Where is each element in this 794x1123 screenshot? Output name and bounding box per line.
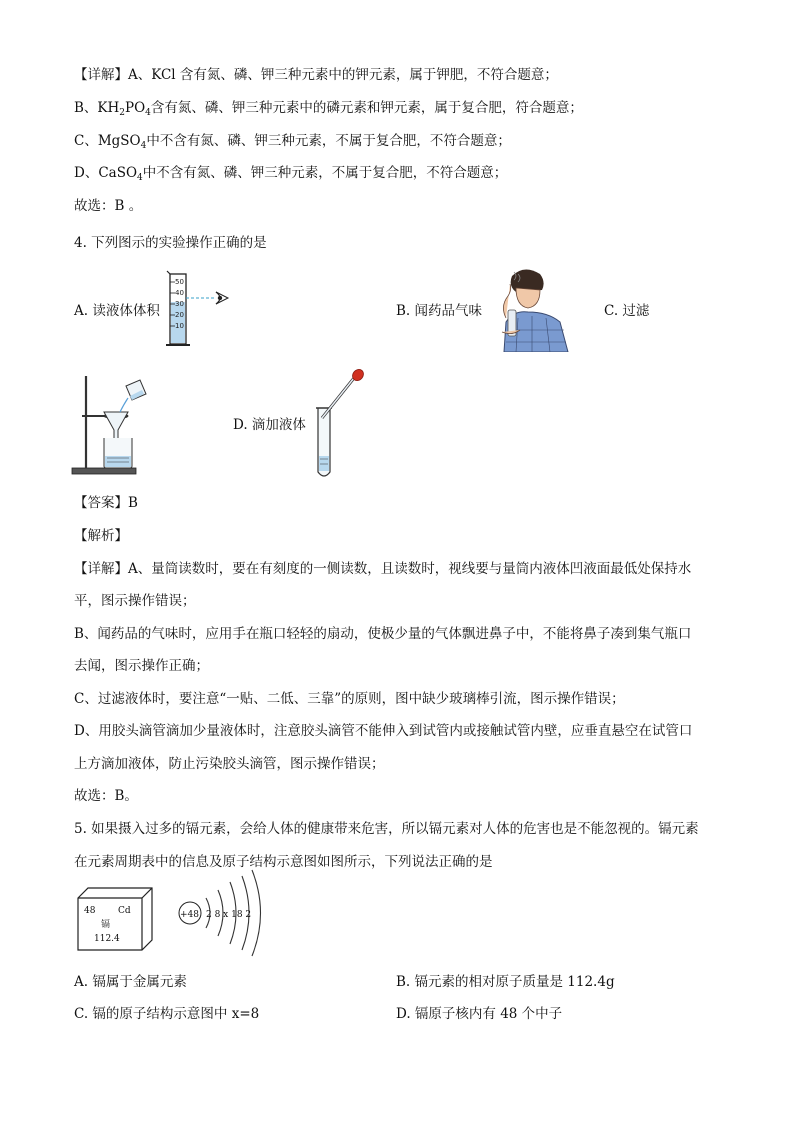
atomic-structure-diagram: [174, 868, 272, 960]
q5-stem-line: 在元素周期表中的信息及原子结构示意图如图所示，下列说法正确的是: [74, 854, 493, 870]
q4-option-b: B. 闻药品气味: [396, 303, 483, 319]
q5-option-c: C. 镉的原子结构示意图中 x=8: [74, 1006, 260, 1022]
electron-shells: 2 8 x 18 2: [206, 910, 252, 920]
element-card: [72, 884, 156, 954]
q4-detail-line: C、过滤液体时，要注意“一贴、二低、三靠”的原则，图中缺少玻璃棒引流，图示操作错误；: [74, 691, 625, 707]
nucleus-charge: +48: [180, 910, 199, 920]
q4-stem: 4. 下列图示的实验操作正确的是: [74, 235, 267, 251]
atomic-mass: 112.4: [94, 934, 120, 944]
q4-detail-line: 【详解】A、量筒读数时，要在有刻度的一侧读数，且读数时，视线要与量筒内液体凹液面最低处保持水: [74, 561, 692, 577]
q3-detail-b: B、$KH_2PO_4$含有氮、磷、钾三种元素中的磷元素和钾元素，属于复合肥，符合题意；: [74, 100, 583, 118]
element-symbol: Cd: [118, 906, 131, 916]
q4-detail-line: 上方滴加液体，防止污染胶头滴管，图示操作错误；: [74, 756, 385, 772]
q4-answer: 【答案】B: [74, 495, 138, 511]
q4-option-c: C. 过滤: [604, 303, 650, 319]
q4-detail-line: 去闻，图示操作正确；: [74, 658, 209, 674]
q5-option-a: A. 镉属于金属元素: [74, 974, 187, 990]
q3-detail-d: D、CaSO$_4$中不含有氮、磷、钾三种元素，不属于复合肥，不符合题意；: [74, 165, 508, 183]
tick-label: 10: [175, 322, 184, 330]
filtration-figure: [70, 372, 150, 476]
q4-detail-line: 平，图示操作错误；: [74, 593, 196, 609]
smelling-figure: [494, 266, 572, 352]
eye-icon: [216, 292, 228, 304]
graduated-cylinder-figure: [164, 268, 236, 352]
q5-option-d: D. 镉原子核内有 48 个中子: [396, 1006, 563, 1022]
q5-option-b: B. 镉元素的相对原子质量是 112.4g: [396, 974, 615, 990]
q4-analysis-heading: 【解析】: [74, 528, 128, 544]
element-name: 镉: [101, 920, 111, 930]
atomic-number: 48: [84, 906, 96, 916]
q4-detail-line: B、闻药品的气味时，应用手在瓶口轻轻的扇动，使极少量的气体飘进鼻子中，不能将鼻子凑到集气瓶口: [74, 626, 692, 642]
q4-detail-line: D、用胶头滴管滴加少量液体时，注意胶头滴管不能伸入到试管内或接触试管内壁，应垂直悬空在试管口: [74, 723, 693, 739]
tick-label: 40: [175, 289, 184, 297]
tick-label: 20: [175, 311, 184, 319]
tick-label: 50: [175, 278, 184, 286]
dropper-figure: [314, 368, 370, 480]
q3-detail-c: C、MgSO$_4$中不含有氮、磷、钾三种元素，不属于复合肥，不符合题意；: [74, 133, 511, 151]
q4-option-d: D. 滴加液体: [233, 417, 306, 433]
q5-stem-line: 5. 如果摄入过多的镉元素，会给人体的健康带来危害，所以镉元素对人体的危害也是不能忽视的。镉元素: [74, 821, 699, 837]
tick-label: 30: [175, 300, 184, 308]
q4-option-a: A. 读液体体积: [74, 303, 160, 319]
q4-choice: 故选：B。: [74, 788, 138, 804]
q3-choice: 故选：B 。: [74, 198, 143, 214]
q3-detail-a: 【详解】A、KCl 含有氮、磷、钾三种元素中的钾元素，属于钾肥，不符合题意；: [74, 67, 558, 83]
